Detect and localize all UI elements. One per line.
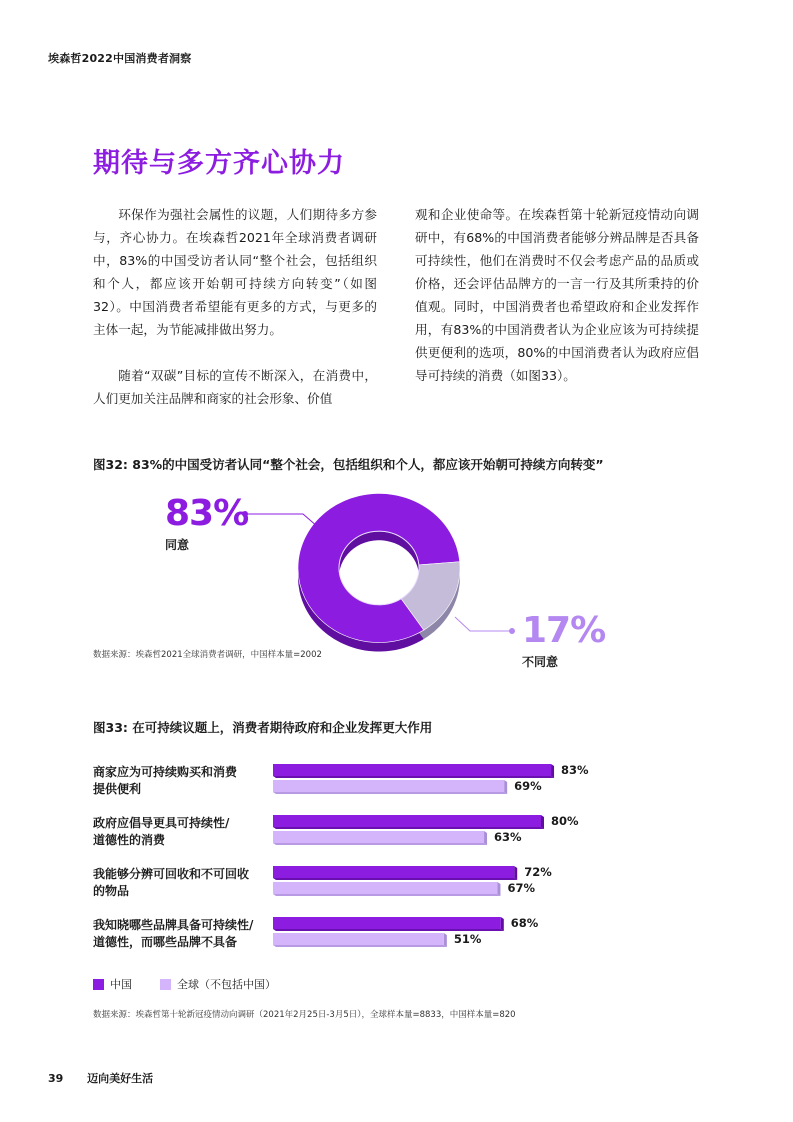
bar-value-label: 51% — [453, 932, 482, 946]
category-label: 道德性的消费 — [93, 833, 166, 847]
footer-section: 迈向美好生活 — [87, 1072, 154, 1085]
paragraph-2-continued: 观和企业使命等。在埃森哲第十轮新冠疫情动向调研中，有68%的中国消费者能够分辨品牌是否具备可持续性，他们在消费时不仅会考虑产品的品质或价格，还会评估品牌方的一言一行及其所秉持的价值观。同时，中国消费者也希望政府和企业发挥作用，有83%的中国消费者认为企业应该为可持续提供更便利的选项，80%的中国消费者认为政府应倡导可持续的消费（如图33）。 — [415, 207, 699, 383]
bar-value-label: 68% — [510, 916, 539, 930]
figure-33-source: 数据来源：埃森哲第十轮新冠疫情动向调研（2021年2月25日-3月5日），全球样本量=8833，中国样本量=820 — [93, 1010, 516, 1020]
bar-side — [497, 882, 500, 896]
bar-value-label: 63% — [494, 830, 522, 844]
page-footer — [48, 1070, 153, 1086]
agree-leader-line — [242, 511, 318, 527]
category-label: 我知晓哪些品牌具备可持续性/ — [93, 918, 254, 932]
legend-label-global: 全球（不包括中国） — [177, 978, 276, 991]
bar-value-label: 69% — [514, 779, 542, 793]
disagree-percent-label: 17% — [522, 610, 606, 651]
report-header: 埃森哲2022中国消费者洞察 — [48, 52, 192, 65]
bar-bottom — [273, 843, 487, 845]
bar-value-label: 67% — [507, 881, 535, 895]
page-number: 39 — [48, 1072, 64, 1085]
bar-value-label: 83% — [561, 763, 589, 777]
legend-swatch-china — [93, 979, 104, 990]
category-label: 我能够分辨可回收和不可回收 — [93, 867, 250, 881]
bar-side — [551, 764, 554, 778]
category-label: 提供便利 — [93, 782, 142, 796]
page-title: 期待与多方齐心协力 — [93, 148, 345, 179]
agree-label: 同意 — [165, 538, 190, 552]
figure-32-source: 数据来源：埃森哲2021全球消费者调研，中国样本量=2002 — [93, 650, 322, 660]
figure-33-bar-chart — [0, 750, 793, 960]
bar-side — [514, 866, 517, 880]
bar-bottom — [273, 792, 507, 794]
bar-side — [501, 917, 504, 931]
legend-swatch-global — [160, 979, 171, 990]
disagree-label: 不同意 — [522, 655, 559, 669]
legend-label-china: 中国 — [110, 978, 132, 991]
bar-china — [273, 764, 551, 776]
bar-global — [273, 882, 497, 894]
paragraph-2-start: 随着“双碳”目标的宣传不断深入，在消费中，人们更加关注品牌和商家的社会形象、价值 — [93, 368, 377, 406]
category-label: 政府应倡导更具可持续性/ — [93, 816, 230, 830]
category-label: 商家应为可持续购买和消费 — [93, 765, 238, 779]
category-label: 的物品 — [93, 884, 130, 898]
category-label: 道德性，而哪些品牌不具备 — [93, 935, 238, 949]
figure-33-legend — [93, 976, 276, 992]
bar-bottom — [273, 878, 517, 880]
bar-side — [541, 815, 544, 829]
bar-side — [484, 831, 487, 845]
bar-side — [444, 933, 447, 947]
bar-side — [504, 780, 507, 794]
bar-china — [273, 815, 541, 827]
bar-global — [273, 780, 504, 792]
bar-china — [273, 917, 501, 929]
bar-china — [273, 866, 514, 878]
paragraph-1: 环保作为强社会属性的议题，人们期待多方参与，齐心协力。在埃森哲2021年全球消费者调研中，83%的中国受访者认同“整个社会，包括组织和个人，都应该开始朝可持续方向转变”（如图32）。中国消费者希望能有更多的方式，与更多的主体一起，为节能减排做出努力。 — [93, 207, 377, 337]
bar-bottom — [273, 776, 554, 778]
bar-global — [273, 831, 484, 843]
figure-33-title: 图33: 在可持续议题上，消费者期待政府和企业发挥更大作用 — [93, 720, 433, 735]
bar-bottom — [273, 894, 500, 896]
agree-percent-label: 83% — [165, 493, 249, 534]
bar-value-label: 72% — [524, 865, 552, 879]
bar-bottom — [273, 827, 544, 829]
bar-global — [273, 933, 444, 945]
figure-32-title: 图32: 83%的中国受访者认同“整个社会，包括组织和个人，都应该开始朝可持续方向转变” — [93, 457, 604, 472]
bar-bottom — [273, 945, 447, 947]
disagree-leader-line — [455, 617, 515, 634]
bar-bottom — [273, 929, 504, 931]
bar-value-label: 80% — [551, 814, 579, 828]
